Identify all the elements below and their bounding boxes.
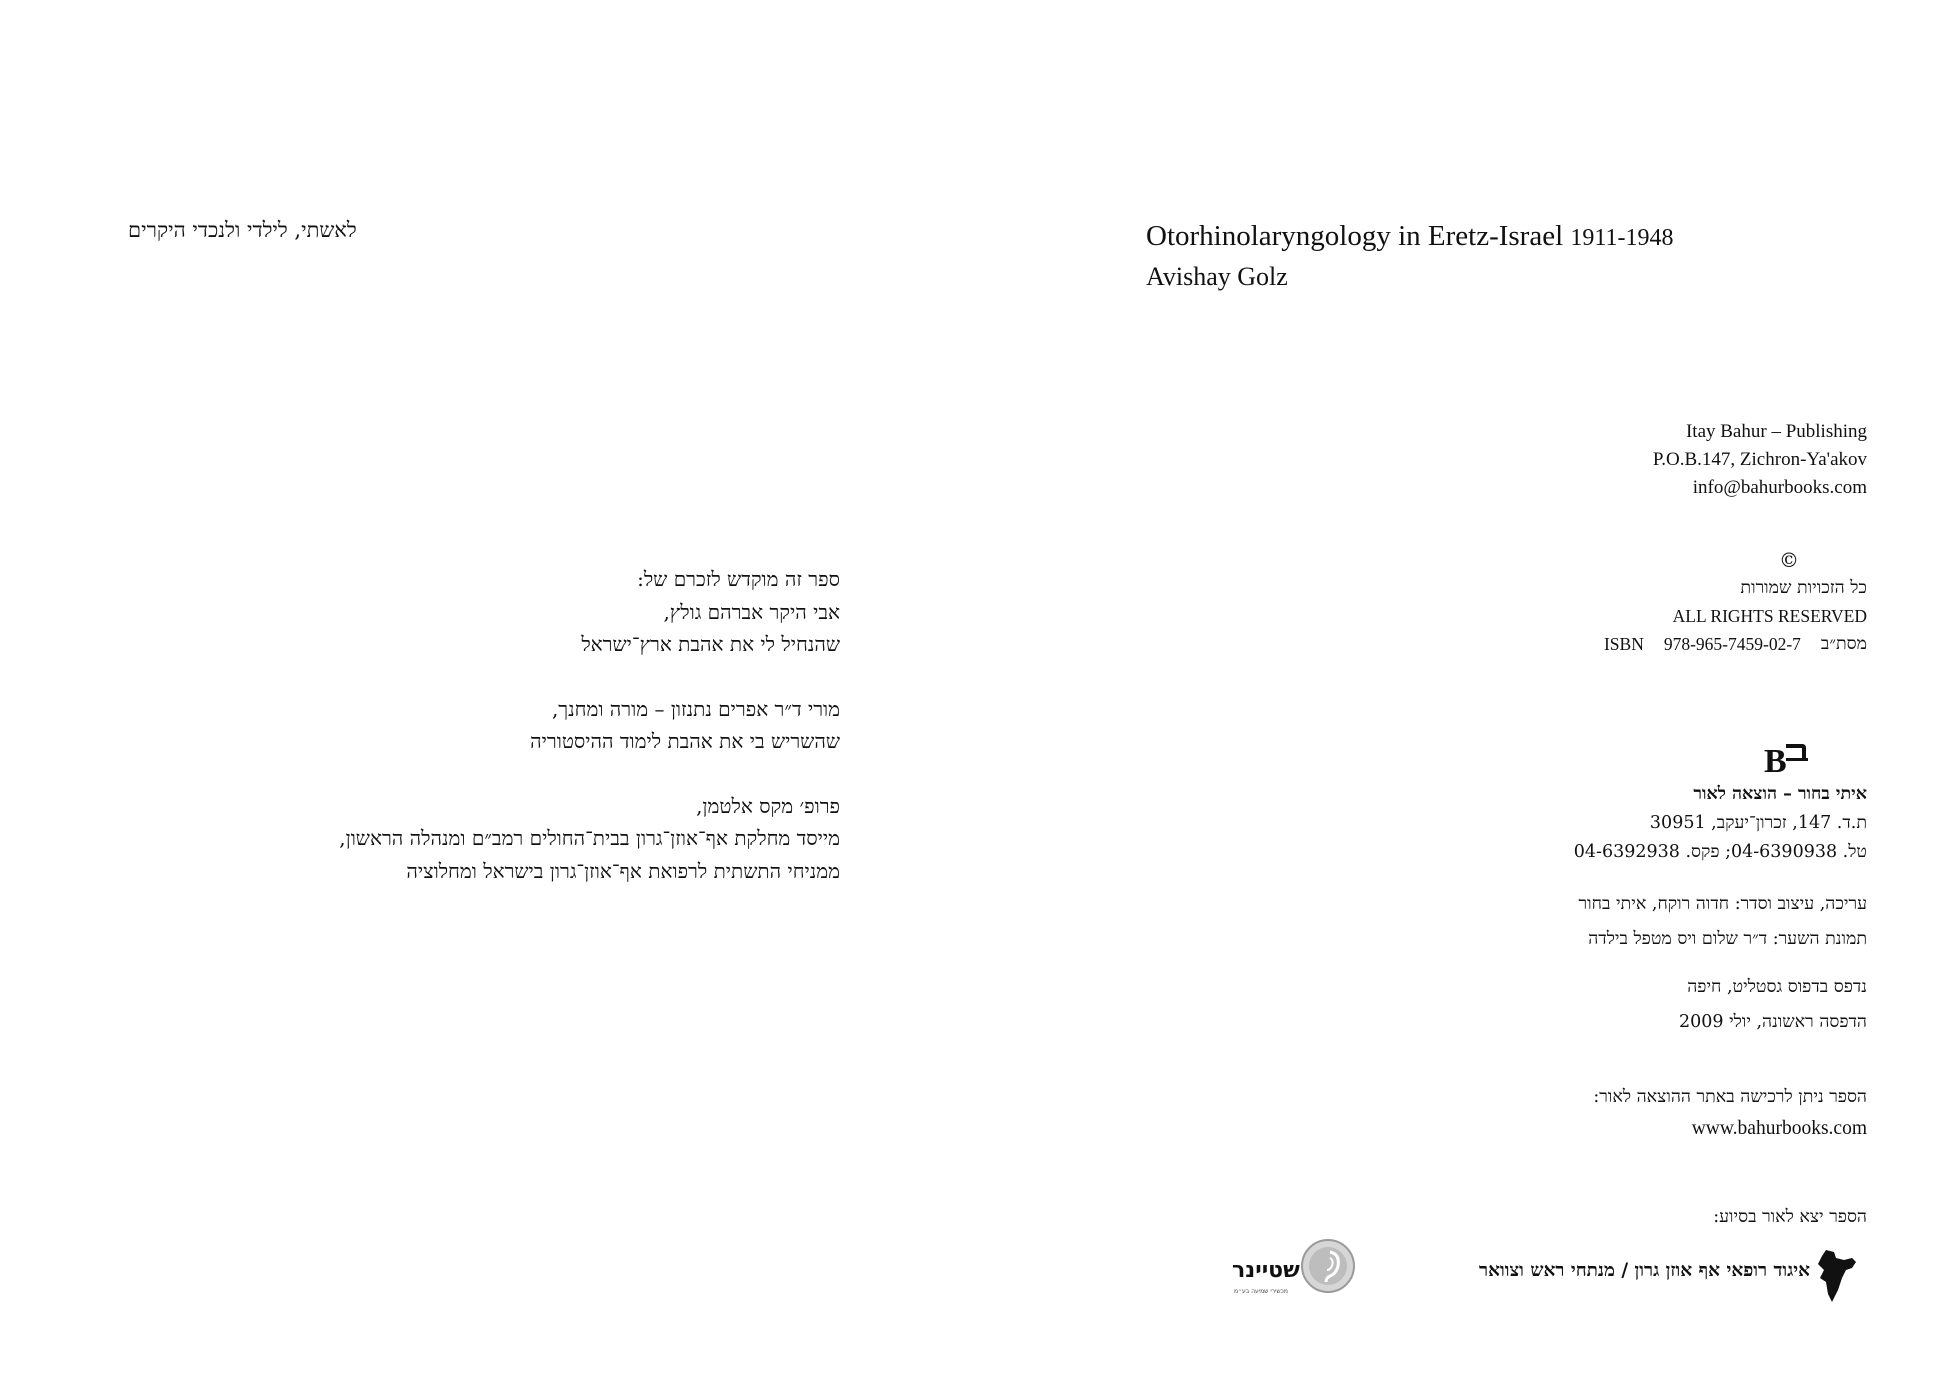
credits-block	[1307, 887, 1867, 957]
isbn-line	[1367, 630, 1867, 658]
dedication-father-line2: שהנחיל לי את אהבת ארץ־ישראל	[581, 632, 840, 656]
credits-editing: עריכה, עיצוב וסדר: חדוה רוקח, איתי בחור	[1578, 894, 1867, 914]
dedication-prof-line1: פרופ׳ מקס אלטמן,	[696, 793, 840, 818]
book-title-en	[1146, 220, 1674, 253]
ear-logo-icon	[1300, 1232, 1358, 1294]
publisher-he-address: ת.ד. 147, זכרון־יעקב, 30951	[1649, 813, 1867, 833]
dedication-teacher-line1: מורי ד״ר אפרים נתנזון – מורה ומחנך,	[551, 696, 840, 721]
publisher-he-name: איתי בחור – הוצאה לאור	[1693, 784, 1867, 804]
dedication-prof-line3: ממניחי התשתית לרפואת אף־אוזן־גרון בישראל ומחלוציה	[406, 858, 840, 883]
sponsor-steiner-logo	[1230, 1232, 1360, 1302]
sponsor-steiner-name: שטיינר	[1232, 1258, 1300, 1283]
print-info-block	[1307, 970, 1867, 1040]
isbn-value: 978-965-7459-02-7	[1663, 634, 1801, 654]
publisher-en-block	[1467, 418, 1867, 502]
svg-text:B: B	[1764, 743, 1787, 776]
sponsor-ent-association	[1478, 1244, 1858, 1304]
dedication-top: לאשתי, לילדי ולנכדי היקרים	[128, 218, 357, 242]
edition-info: הדפסה ראשונה, יולי 2009	[1678, 1012, 1867, 1032]
purchase-text: הספר ניתן לרכישה באתר ההוצאה לאור:	[1593, 1087, 1867, 1107]
support-text: הספר יצא לאור בסיוע:	[1713, 1207, 1867, 1227]
purchase-url-link[interactable]: www.bahurbooks.com	[1691, 1118, 1867, 1139]
dedication-teacher-line2: שהשריש בי את אהבת לימוד ההיסטוריה	[530, 729, 840, 753]
sponsor-ent-association-name: איגוד רופאי אף אוזן גרון / מנתחי ראש וצוואר	[1479, 1260, 1810, 1281]
publisher-en-address: P.O.B.147, Zichron-Ya'akov	[1652, 449, 1867, 470]
isbn-label: ISBN	[1603, 634, 1644, 654]
copyright-block	[1367, 546, 1867, 658]
printer-info: נדפס בדפוס גסטליט, חיפה	[1687, 977, 1867, 997]
publisher-logo	[1764, 738, 1808, 776]
publisher-en-name: Itay Bahur – Publishing	[1685, 421, 1867, 442]
publisher-he-block	[1307, 780, 1867, 867]
publisher-en-email[interactable]: info@bahurbooks.com	[1692, 477, 1867, 498]
israel-map-icon	[1812, 1248, 1858, 1304]
sponsor-steiner-subtitle: מכשירי שמיעה בע״מ	[1234, 1288, 1288, 1295]
book-title-text: Otorhinolaryngology in Eretz-Israel	[1146, 220, 1564, 252]
dedication-block	[300, 563, 840, 887]
copyright-en: ALL RIGHTS RESERVED	[1672, 606, 1867, 626]
publisher-he-phones: טל. 04-6390938; פקס. 04-6392938	[1573, 842, 1867, 862]
dedication-father-line1: אבי היקר אברהם גולץ,	[663, 599, 840, 624]
author-en: Avishay Golz	[1146, 262, 1288, 291]
credits-cover: תמונת השער: ד״ר שלום ויס מטפל בילדה	[1588, 929, 1867, 949]
copyright-he: כל הזכויות שמורות	[1740, 578, 1867, 598]
isbn-he-label: מסת״ב	[1820, 634, 1867, 654]
dedication-intro: ספר זה מוקדש לזכרם של:	[637, 567, 840, 591]
copyright-symbol: ©	[1779, 548, 1799, 572]
book-title-years: 1911-1948	[1570, 225, 1674, 251]
dedication-prof-line2: מייסד מחלקת אף־אוזן־גרון בבית־החולים רמב״ם ומנהלה הראשון,	[339, 826, 840, 850]
purchase-block	[1307, 1081, 1867, 1145]
